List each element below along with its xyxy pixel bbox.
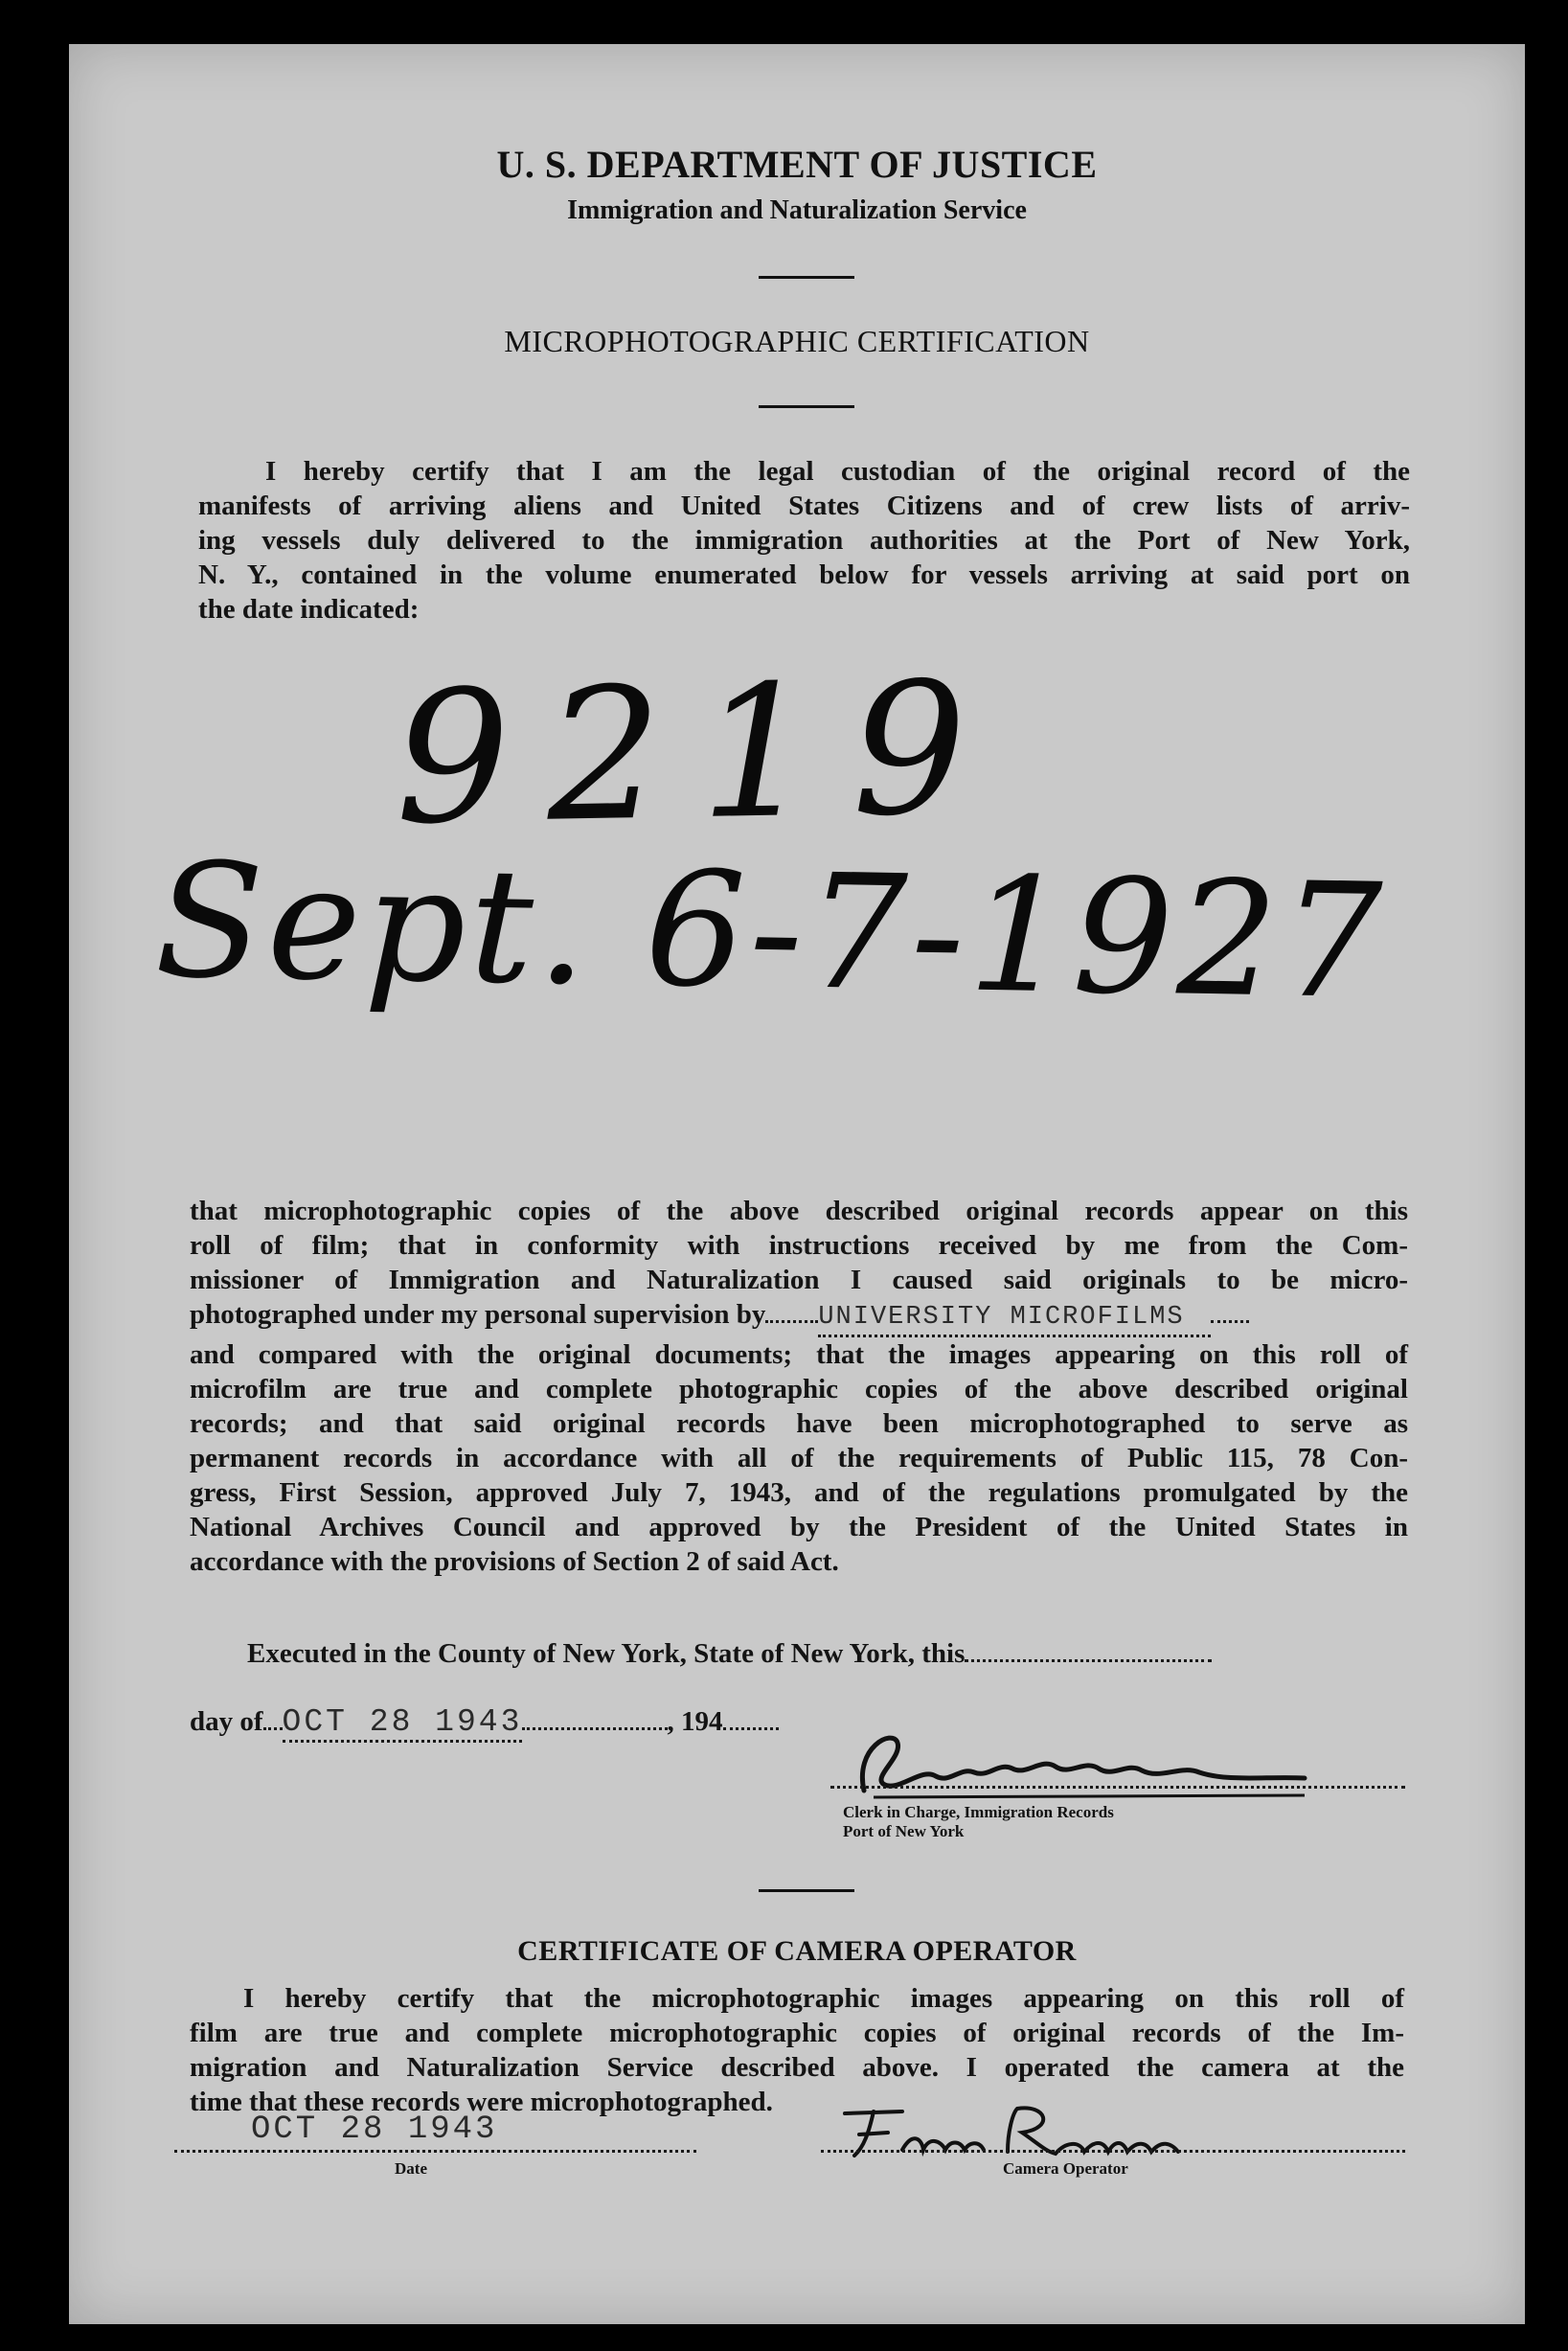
supervisor-stamp: UNIVERSITY MICROFILMS [818,1300,1211,1337]
body-line: gress, First Session, approved July 7, 1943, and of the regulations promulgated by the [190,1477,1408,1508]
certification-title: MICROPHOTOGRAPHIC CERTIFICATION [504,324,1090,358]
intro-line: the date indicated: [198,594,420,625]
clerk-title: Clerk in Charge, Immigration Records [843,1803,1114,1821]
handwritten-volume-number: 9219 [393,642,1006,865]
dotted-leader [765,1320,818,1323]
body-line: that microphotographic copies of the above described original records appear on this [190,1196,1408,1226]
day-of-label: day of [190,1706,263,1737]
body-line: permanent records in accordance with all of the requirements of Public 115, 78 Con- [190,1443,1408,1473]
service-heading: Immigration and Naturalization Service [567,195,1027,225]
operator-line: film are true and complete microphotographic copies of original records of the Im- [190,2018,1404,2048]
body-line: accordance with the provisions of Section 2 of said Act. [190,1546,839,1577]
dotted-leader [522,1727,668,1730]
intro-line: N. Y., contained in the volume enumerated below for vessels arriving at said port on [198,559,1410,590]
body-line: photographed under my personal supervision by [190,1299,766,1330]
dotted-leader [965,1659,1212,1662]
divider [759,405,854,408]
executed-text: Executed in the County of New York, State of New York, this [247,1638,966,1669]
operator-line: I hereby certify that the microphotographic images appearing on this roll of [243,1983,1404,2014]
intro-line: manifests of arriving aliens and United States Citizens and of crew lists of arriv- [198,491,1410,521]
year-label: , 194 [667,1706,723,1737]
body-paragraph [190,1194,1408,1579]
intro-line: I hereby certify that I am the legal custodian of the original record of the [265,456,1410,487]
body-line: roll of film; that in conformity with instructions received by me from the Com- [190,1230,1408,1261]
body-line: and compared with the original documents; that the images appearing on this roll of [190,1339,1408,1370]
date-label: Date [395,2159,427,2178]
operator-line: migration and Naturalization Service described above. I operated the camera at the [190,2052,1404,2083]
operator-signature-line [821,2150,1405,2153]
executed-line [247,1636,1416,1671]
operator-heading: CERTIFICATE OF CAMERA OPERATOR [517,1935,1077,1967]
dotted-leader [1211,1320,1249,1323]
body-line: missioner of Immigration and Naturalization I caused said originals to be micro- [190,1265,1408,1295]
certificate-sheet [69,44,1525,2324]
operator-label: Camera Operator [1003,2159,1128,2178]
body-line: microfilm are true and complete photographic copies of the above described original [190,1374,1408,1404]
intro-line: ing vessels duly delivered to the immigration authorities at the Port of New York, [198,525,1410,556]
date-line [174,2150,696,2153]
intro-paragraph [198,454,1410,627]
body-line: records; and that said original records have been microphotographed to serve as [190,1408,1408,1439]
dotted-leader [723,1727,779,1730]
dotted-leader [263,1727,283,1730]
divider [759,1889,854,1892]
operator-date-stamp: OCT 28 1943 [251,2111,498,2148]
clerk-signature [807,1709,1343,1815]
agency-heading: U. S. DEPARTMENT OF JUSTICE [496,143,1098,186]
clerk-port: Port of New York [843,1822,965,1840]
signature-line [830,1786,1405,1789]
divider [759,276,854,279]
supervision-line [190,1297,1408,1337]
executed-date-stamp: OCT 28 1943 [283,1705,522,1743]
body-line: National Archives Council and approved by the President of the United States in [190,1512,1408,1542]
operator-line: time that these records were microphotographed. [190,2087,773,2117]
handwritten-date: Sept. 6-7-1927 [153,828,1388,1035]
